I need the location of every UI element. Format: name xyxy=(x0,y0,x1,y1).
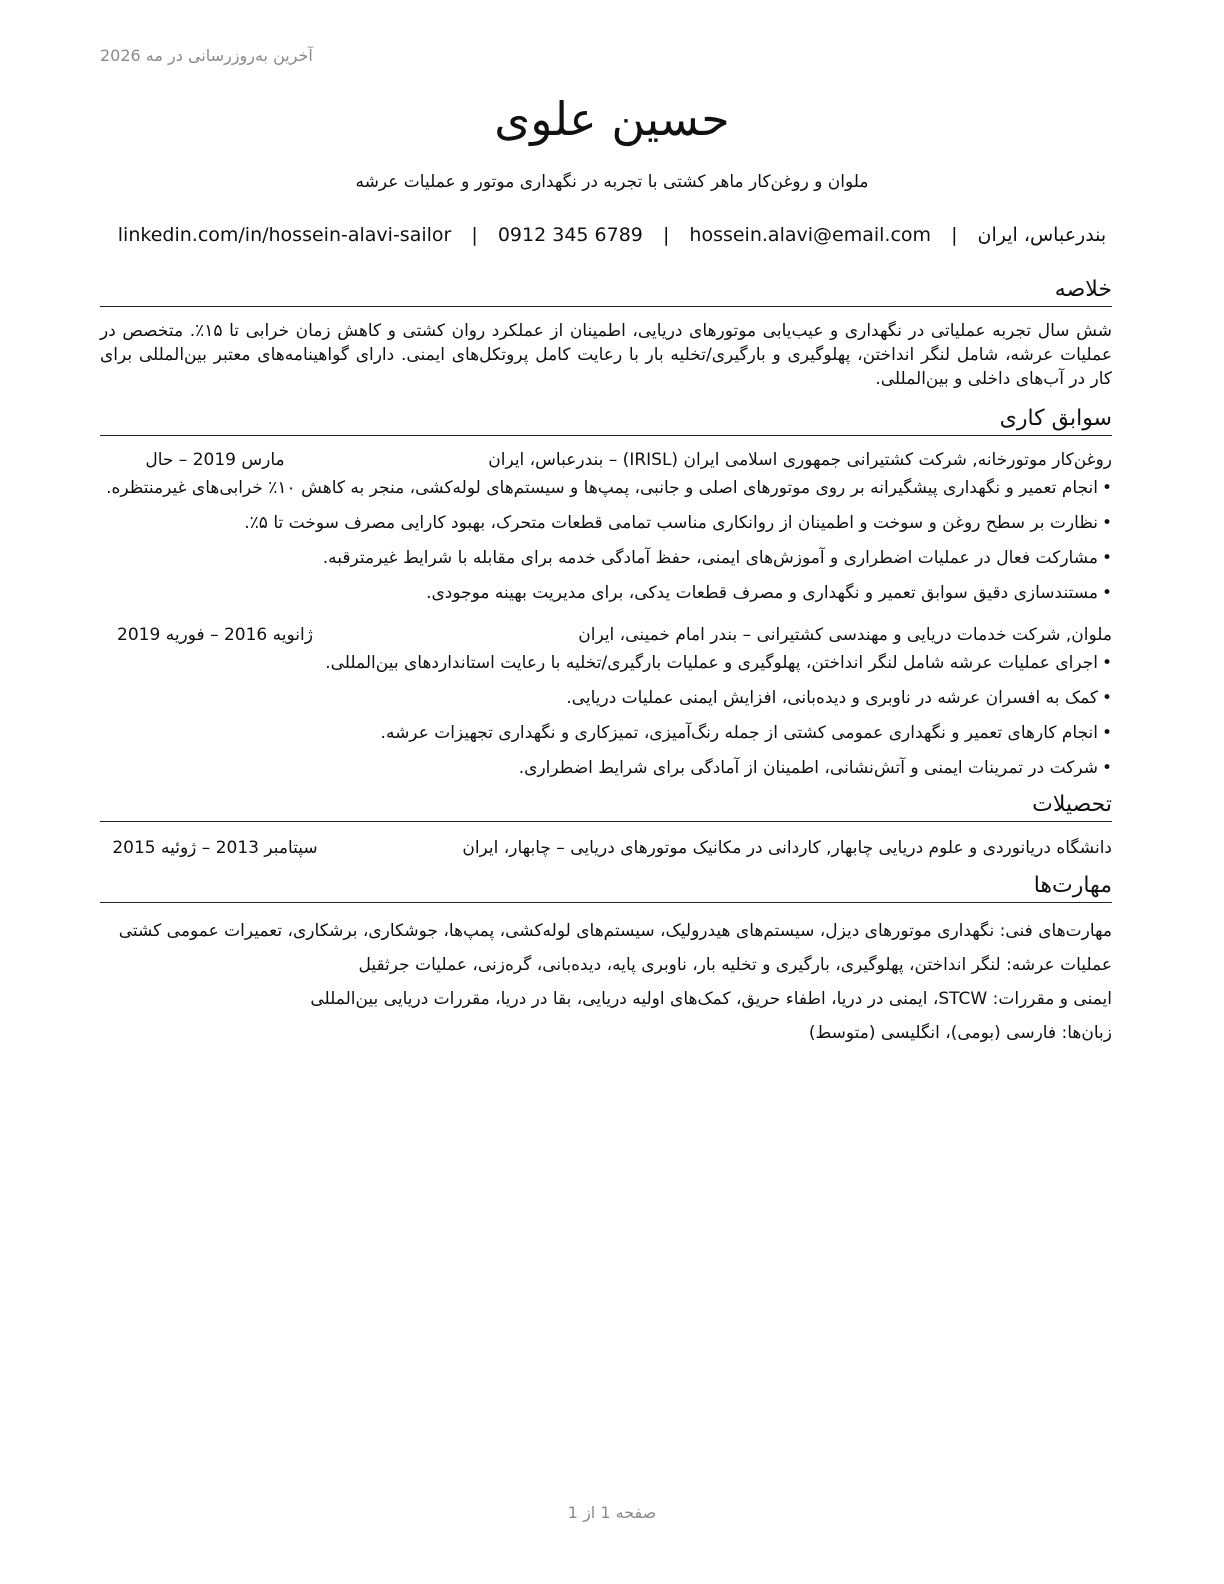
job-bullet: • نظارت بر سطح روغن و سوخت و اطمینان از روانکاری مناسب تمامی قطعات متحرک، بهبود کارایی مصرف سوخت تا ۵٪. xyxy=(100,511,1112,535)
contact-location: بندرعباس، ایران xyxy=(977,224,1107,246)
contact-linkedin[interactable]: linkedin.com/in/hossein-alavi-sailor xyxy=(117,224,452,246)
skills-line: مهارت‌های فنی: نگهداری موتورهای دیزل، سیستم‌های هیدرولیک، سیستم‌های لوله‌کشی، پمپ‌ها، جوشکاری، برشکاری، تعمیرات عمومی کشتی xyxy=(118,921,1112,941)
job-title: روغن‌کار موتورخانه, شرکت کشتیرانی جمهوری اسلامی ایران (IRISL) – بندرعباس، ایران xyxy=(488,450,1112,470)
skills-section xyxy=(100,872,1112,1045)
job-entry xyxy=(100,623,1112,780)
contact-phone[interactable]: 0912 345 6789 xyxy=(497,224,643,246)
skills-line: زبان‌ها: فارسی (بومی)، انگلیسی (متوسط) xyxy=(808,1023,1112,1043)
experience-section xyxy=(100,405,1112,780)
job-bullet: • انجام تعمیر و نگهداری پیشگیرانه بر روی موتورهای اصلی و جانبی، پمپ‌ها و سیستم‌های لوله‌کشی، منجر به کاهش ۱۰٪ خرابی‌های غیرمنتظره. xyxy=(100,476,1112,500)
summary-text: شش سال تجربه عملیاتی در نگهداری و عیب‌یابی موتورهای دریایی، اطمینان از عملکرد روان کشتی و کاهش زمان خرابی تا ۱۵٪. متخصص در عملیات عرشه، شامل لنگر انداختن، پهلوگیری و بارگیری/تخلیه بار با رعایت کامل پروتکل‌های ایمنی. دارای گواهینامه‌های معتبر بین‌المللی برای کار در آب‌های داخلی و بین‌المللی. xyxy=(100,321,1113,389)
experience-heading: سوابق کاری xyxy=(100,405,1112,436)
contact-separator: | xyxy=(662,224,670,246)
job-dates: مارس 2019 – حال xyxy=(145,450,285,470)
last-updated-label: آخرین به‌روزرسانی در مه 2026 xyxy=(100,46,313,65)
job-bullet: • مستندسازی دقیق سوابق تعمیر و نگهداری و مصرف قطعات یدکی، برای مدیریت بهینه موجودی. xyxy=(100,581,1112,605)
contact-separator: | xyxy=(951,224,958,246)
job-dates: ژانویه 2016 – فوریه 2019 xyxy=(117,625,313,645)
summary-heading: خلاصه xyxy=(100,276,1112,307)
candidate-name: حسین علوی xyxy=(494,92,730,146)
education-heading: تحصیلات xyxy=(100,791,1112,822)
candidate-tagline: ملوان و روغن‌کار ماهر کشتی با تجربه در نگهداری موتور و عملیات عرشه xyxy=(355,172,869,192)
page-number: صفحه 1 از 1 xyxy=(567,1503,657,1522)
job-bullet: • مشارکت فعال در عملیات اضطراری و آموزش‌های ایمنی، حفظ آمادگی خدمه برای مقابله با شرایط غیرمترقبه. xyxy=(100,546,1112,570)
job-bullet: • کمک به افسران عرشه در ناوبری و دیده‌بانی، افزایش ایمنی عملیات دریایی. xyxy=(100,686,1112,710)
skills-line: ایمنی و مقررات: STCW، ایمنی در دریا، اطفاء حریق، کمک‌های اولیه دریایی، بقا در دریا، مقررات دریایی بین‌المللی xyxy=(310,989,1112,1009)
job-entry xyxy=(100,448,1112,605)
job-header xyxy=(100,448,1112,472)
job-title: ملوان, شرکت خدمات دریایی و مهندسی کشتیرانی – بندر امام خمینی، ایران xyxy=(578,625,1112,645)
education-section xyxy=(100,791,1112,860)
contact-email[interactable]: hossein.alavi@email.com xyxy=(689,224,932,246)
education-entry xyxy=(100,836,1112,860)
education-dates: سپتامبر 2013 – ژوئیه 2015 xyxy=(112,838,318,858)
job-bullets xyxy=(100,651,1112,780)
education-title: دانشگاه دریانوردی و علوم دریایی چابهار, کاردانی در مکانیک موتورهای دریایی – چابهار، ایران xyxy=(462,838,1112,858)
resume-content xyxy=(100,276,1112,1045)
job-header xyxy=(100,623,1112,647)
contact-line xyxy=(0,224,1224,246)
job-bullet: • شرکت در تمرینات ایمنی و آتش‌نشانی، اطمینان از آمادگی برای شرایط اضطراری. xyxy=(100,756,1112,780)
skills-line: عملیات عرشه: لنگر انداختن، پهلوگیری، بارگیری و تخلیه بار، ناوبری پایه، دیده‌بانی، گره‌زنی، عملیات جرثقیل xyxy=(358,955,1112,975)
skills-heading: مهارت‌ها xyxy=(100,872,1112,903)
job-bullet: • اجرای عملیات عرشه شامل لنگر انداختن، پهلوگیری و عملیات بارگیری/تخلیه با رعایت استانداردهای بین‌المللی. xyxy=(100,651,1112,675)
summary-section xyxy=(100,276,1112,391)
contact-separator: | xyxy=(471,224,478,246)
job-bullets xyxy=(100,476,1112,605)
job-bullet: • انجام کارهای تعمیر و نگهداری عمومی کشتی از جمله رنگ‌آمیزی، تمیزکاری و نگهداری تجهیزات عرشه. xyxy=(100,721,1112,745)
